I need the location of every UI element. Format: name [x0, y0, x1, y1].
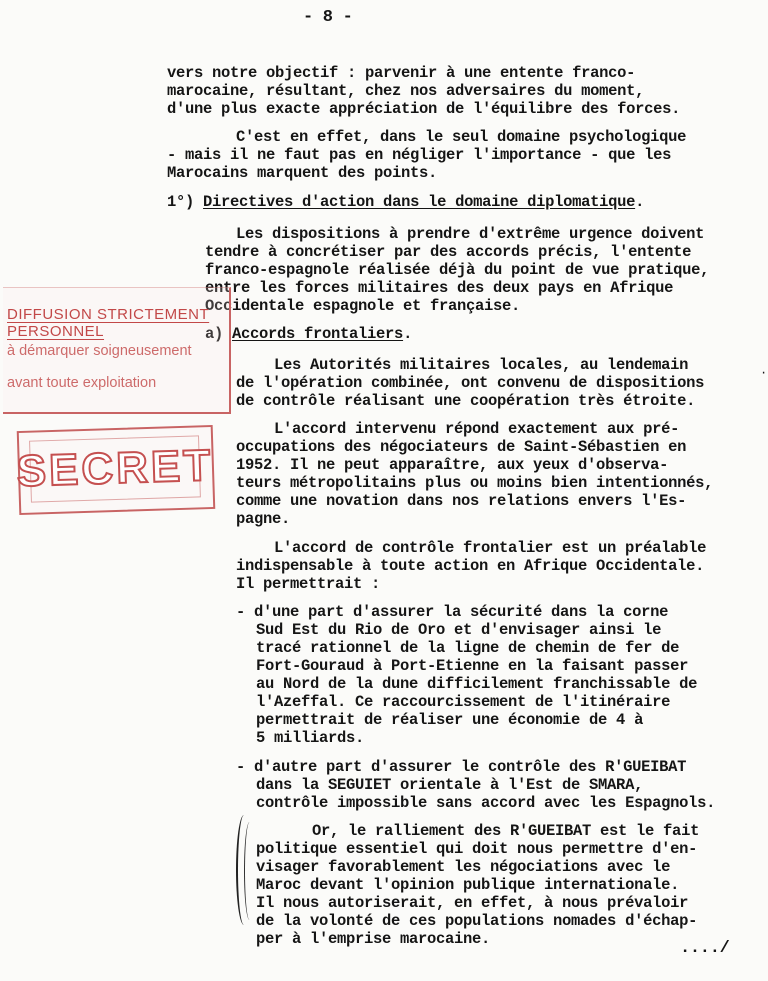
- secret-stamp-frame: [15, 435, 214, 502]
- text-line: de l'opération combinée, ont convenu de dispositions: [236, 374, 705, 392]
- subsection-heading: [205, 326, 412, 343]
- text-line: L'accord intervenu répond exactement aux pré-: [274, 420, 680, 438]
- text-line: indispensable à toute action en Afrique Occidentale.: [236, 557, 705, 575]
- bullet-line: 5 milliards.: [256, 729, 365, 747]
- bullet-line: Sud Est du Rio de Oro et d'envisager ainsi le: [256, 621, 662, 639]
- text-line: occupations des négociateurs de Saint-Sébastien en: [236, 438, 687, 456]
- bullet-line: - d'une part d'assurer la sécurité dans la corne: [236, 603, 669, 621]
- text-line: Les Autorités militaires locales, au lendemain: [274, 356, 689, 374]
- secret-stamp-word: SECRET: [15, 440, 214, 497]
- margin-mark: ·: [760, 366, 768, 380]
- margin-bracket: [244, 822, 255, 920]
- bullet-line: l'Azeffal. Ce raccourcissement de l'itinéraire: [256, 693, 671, 711]
- stamp-line: avant toute exploitation: [7, 375, 157, 391]
- text-line: tendre à concrétiser par des accords précis, l'entente: [205, 243, 692, 261]
- text-line: teurs métropolitains plus ou moins bien intentionnés,: [236, 474, 714, 492]
- text-line: de la volonté de ces populations nomades d'échap-: [256, 912, 698, 930]
- text-line: Il permettrait :: [236, 575, 381, 593]
- text-line: marocaine, résultant, chez nos adversaires du moment,: [167, 82, 645, 100]
- bullet-line: dans la SEGUIET orientale à l'Est de SMARA,: [256, 776, 644, 794]
- stamp-line: à démarquer soigneusement: [7, 343, 192, 359]
- section-number: 1°): [167, 193, 195, 211]
- text-line: 1952. Il ne peut apparaître, aux yeux d'observa-: [236, 456, 669, 474]
- text-line: franco-espagnole réalisée déjà du point de vue pratique,: [205, 261, 710, 279]
- stamp-line: DIFFUSION STRICTEMENT PERSONNEL: [7, 306, 210, 340]
- text-line: Maroc devant l'opinion publique internationale.: [256, 876, 680, 894]
- text-line: Or, le ralliement des R'GUEIBAT est le fait: [312, 822, 700, 840]
- subsection-label: a): [205, 325, 224, 343]
- text-line: C'est en effet, dans le seul domaine psychologique: [236, 128, 687, 146]
- subsection-title: Accords frontaliers: [232, 325, 404, 343]
- section-heading: [167, 194, 644, 211]
- distribution-stamp: [3, 287, 231, 414]
- text-line: - mais il ne faut pas en négliger l'importance - que les: [167, 146, 672, 164]
- text-line: visager favorablement les négociations avec le: [256, 858, 671, 876]
- page-number: - 8 -: [303, 8, 353, 27]
- bullet-line: permettrait de réaliser une économie de 4 à: [256, 711, 644, 729]
- text-line: Il nous autoriserait, en effet, à nous prévaloir: [256, 894, 689, 912]
- text-line: L'accord de contrôle frontalier est un préalable: [274, 539, 707, 557]
- text-line: Occidentale espagnole et française.: [205, 297, 521, 315]
- bullet-line: au Nord de la dune difficilement franchissable de: [256, 675, 698, 693]
- bullet-line: Fort-Gouraud à Port-Etienne en la faisant passer: [256, 657, 689, 675]
- text-line: comme une novation dans nos relations envers l'Es-: [236, 492, 687, 510]
- bullet-line: tracé rationnel de la ligne de chemin de fer de: [256, 639, 680, 657]
- bullet-line: - d'autre part d'assurer le contrôle des R'GUEIBAT: [236, 758, 687, 776]
- text-line: de contrôle réalisant une coopération très étroite.: [236, 392, 696, 410]
- continuation-mark: ..../: [680, 939, 730, 958]
- text-line: d'une plus exacte appréciation de l'équilibre des forces.: [167, 100, 681, 118]
- text-line: vers notre objectif : parvenir à une entente franco-: [167, 64, 636, 82]
- bullet-line: contrôle impossible sans accord avec les Espagnols.: [256, 794, 716, 812]
- text-line: Les dispositions à prendre d'extrême urgence doivent: [236, 225, 705, 243]
- section-title-end: .: [635, 193, 645, 211]
- text-line: pagne.: [236, 510, 291, 528]
- text-line: Marocains marquent des points.: [167, 164, 438, 182]
- text-line: per à l'emprise marocaine.: [256, 930, 491, 948]
- subsection-title-end: .: [403, 325, 413, 343]
- text-line: politique essentiel qui doit nous permettre d'en-: [256, 840, 698, 858]
- section-title: Directives d'action dans le domaine diplomatique: [203, 193, 636, 211]
- secret-stamp: [17, 425, 216, 515]
- text-line: entre les forces militaires des deux pays en Afrique: [205, 279, 674, 297]
